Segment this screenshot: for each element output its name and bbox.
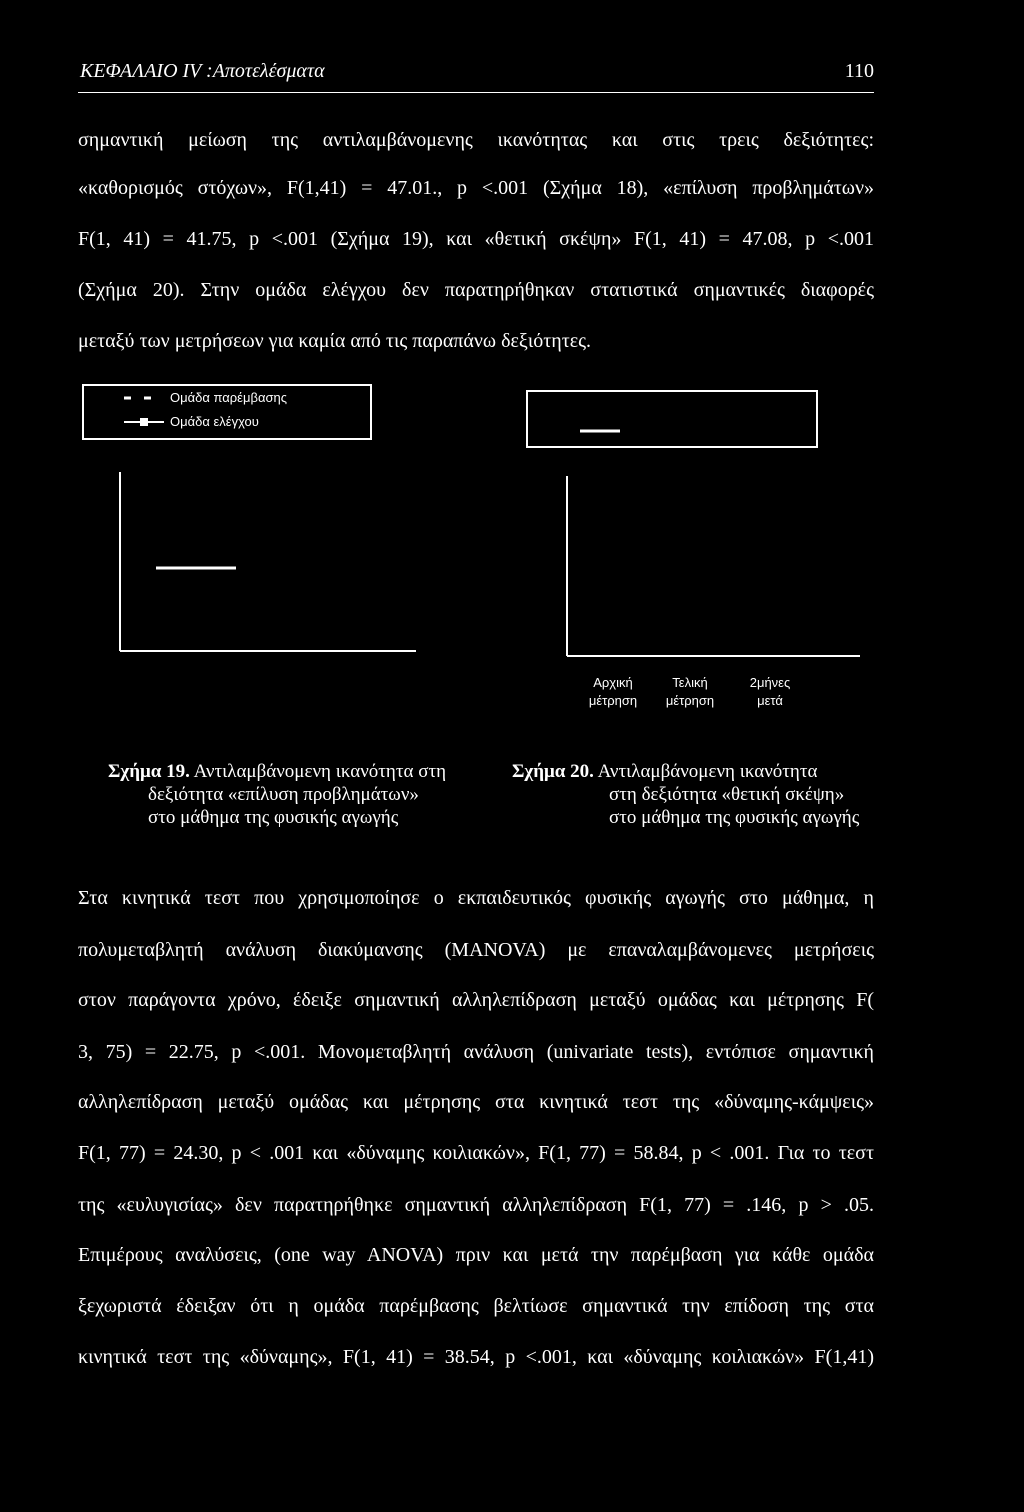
figure20-tick-3 bbox=[730, 674, 810, 710]
figure20-caption-line-1: Αντιλαμβάνομενη ικανότητα bbox=[597, 761, 818, 782]
legend-item-intervention bbox=[124, 390, 287, 405]
body-line-1: Στα κινητικά τεστ που χρησιμοποίησε ο εκπαιδευτικός φυσικής αγωγής στο μάθημα, η bbox=[78, 887, 874, 909]
solid-line-square-icon bbox=[124, 416, 164, 428]
intro-line-4: (Σχήμα 20). Στην ομάδα ελέγχου δεν παρατηρήθηκαν στατιστικά σημαντικές διαφορές bbox=[78, 279, 874, 301]
intro-line-3: F(1, 41) = 41.75, p <.001 (Σχήμα 19), και «θετική σκέψη» F(1, 41) = 47.08, p <.001 bbox=[78, 228, 874, 250]
legend-label-intervention: Ομάδα παρέμβασης bbox=[170, 390, 287, 405]
body-line-6: F(1, 77) = 24.30, p < .001 και «δύναμης κοιλιακών», F(1, 77) = 58.84, p < .001. Για το τεστ bbox=[78, 1142, 874, 1164]
figure20-caption-line-3: στο μάθημα της φυσικής αγωγής bbox=[609, 807, 860, 828]
figure19-caption-line-2: δεξιότητα «επίλυση προβλημάτων» bbox=[148, 784, 419, 805]
figure20-legend-line-icon bbox=[580, 428, 620, 434]
figure20-caption bbox=[512, 760, 859, 829]
body-line-5: αλληλεπίδραση μεταξύ ομάδας και μέτρησης στα κινητικά τεστ της «δύναμης-κάμψεις» bbox=[78, 1091, 874, 1113]
figure19-caption-line-3: στο μάθημα της φυσικής αγωγής bbox=[148, 807, 399, 828]
figure20-tick-2 bbox=[650, 674, 730, 710]
body-line-8: Επιμέρους αναλύσεις, (one way ANOVA) πριν και μετά την παρέμβαση για κάθε ομάδα bbox=[78, 1244, 874, 1266]
legend-item-control bbox=[124, 414, 259, 429]
figure20-legend bbox=[526, 390, 818, 448]
figure20-caption-label: Σχήμα 20. bbox=[512, 761, 594, 782]
body-line-9: ξεχωριστά έδειξαν ότι η ομάδα παρέμβασης βελτίωσε σημαντικά την επίδοση της στα bbox=[78, 1295, 874, 1317]
figure20-chart bbox=[555, 476, 875, 666]
body-line-2: πολυμεταβλητή ανάλυση διακύμανσης (MANOVA) με επαναλαμβάνομενες μετρήσεις bbox=[78, 939, 874, 961]
tick-1-line-1: Αρχική bbox=[593, 675, 633, 690]
tick-2-line-1: Τελική bbox=[672, 675, 708, 690]
figure19-chart bbox=[100, 470, 420, 670]
tick-3-line-2: μετά bbox=[757, 693, 783, 708]
body-line-7: της «ευλυγισίας» δεν παρατηρήθηκε σημαντική αλληλεπίδραση F(1, 77) = .146, p > .05. bbox=[78, 1194, 874, 1216]
figure20-caption-line-2: στη δεξιότητα «θετική σκέψη» bbox=[609, 784, 845, 805]
tick-2-line-2: μέτρηση bbox=[665, 693, 715, 708]
figure19-caption-label: Σχήμα 19. bbox=[108, 761, 190, 782]
figure19-caption bbox=[108, 760, 446, 829]
chapter-title: ΚΕΦΑΛΑΙΟ IV :Αποτελέσματα bbox=[80, 60, 325, 82]
tick-1-line-2: μέτρηση bbox=[588, 693, 638, 708]
intro-line-1: σημαντική μείωση της αντιλαμβάνομενης ικανότητας και στις τρεις δεξιότητες: bbox=[78, 129, 874, 151]
intro-line-2: «καθορισμός στόχων», F(1,41) = 47.01., p <.001 (Σχήμα 18), «επίλυση προβλημάτων» bbox=[78, 177, 874, 199]
figure20-tick-1 bbox=[573, 674, 653, 710]
dashed-line-icon bbox=[124, 392, 164, 404]
body-line-4: 3, 75) = 22.75, p <.001. Μονομεταβλητή ανάλυση (univariate tests), εντόπισε σημαντική bbox=[78, 1041, 874, 1063]
running-header bbox=[78, 58, 874, 93]
legend-label-control: Ομάδα ελέγχου bbox=[170, 414, 259, 429]
figure19-caption-line-1: Αντιλαμβάνομενη ικανότητα στη bbox=[193, 761, 447, 782]
figure19-legend bbox=[82, 384, 372, 440]
page-number: 110 bbox=[844, 60, 874, 82]
intro-line-5: μεταξύ των μετρήσεων για καμία από τις παραπάνω δεξιότητες. bbox=[78, 330, 592, 352]
tick-3-line-1: 2μήνες bbox=[749, 675, 791, 690]
body-line-10: κινητικά τεστ της «δύναμης», F(1, 41) = 38.54, p <.001, και «δύναμης κοιλιακών» F(1,41) bbox=[78, 1346, 874, 1368]
body-line-3: στον παράγοντα χρόνο, έδειξε σημαντική αλληλεπίδραση μεταξύ ομάδας και μέτρησης F( bbox=[78, 989, 874, 1011]
